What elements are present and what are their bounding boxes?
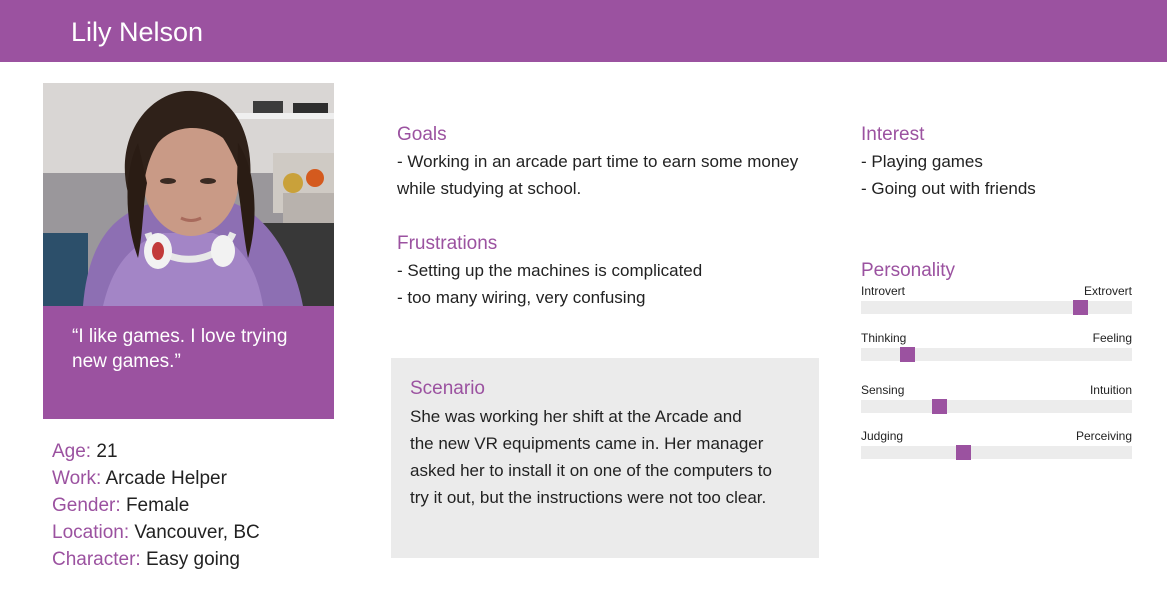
trait-slider-track xyxy=(861,400,1132,413)
interest-title: Interest xyxy=(861,124,925,145)
trait-left-label: Judging xyxy=(861,429,904,443)
fact-label: Gender: xyxy=(52,495,121,516)
header-bar xyxy=(0,0,1167,62)
trait-slider-marker xyxy=(1073,300,1088,315)
scenario-line: asked her to install it on one of the computers to xyxy=(410,461,772,480)
fact-character xyxy=(52,546,260,573)
frustrations-title: Frustrations xyxy=(397,233,498,254)
frustration-item: - Setting up the machines is complicated xyxy=(397,261,703,280)
scenario-title: Scenario xyxy=(410,378,485,399)
interest-item: - Going out with friends xyxy=(861,179,1036,198)
trait-left-label: Introvert xyxy=(861,284,906,298)
fact-value: Female xyxy=(125,495,190,516)
trait-right-label: Intuition xyxy=(1089,383,1132,397)
personality-title: Personality xyxy=(861,260,955,281)
fact-label: Location: xyxy=(52,522,130,543)
trait-slider-marker xyxy=(900,347,915,362)
trait-judging-perceiving xyxy=(861,429,1132,461)
trait-right-label: Feeling xyxy=(1092,331,1132,345)
fact-value: Easy going xyxy=(145,549,240,570)
fact-age xyxy=(52,438,260,465)
trait-thinking-feeling xyxy=(861,331,1132,363)
trait-sensing-intuition xyxy=(861,383,1132,415)
fact-work xyxy=(52,465,260,492)
persona-photo xyxy=(43,83,334,306)
scenario-line: She was working her shift at the Arcade and xyxy=(410,407,742,426)
trait-slider-track xyxy=(861,348,1132,361)
trait-right-label: Extrovert xyxy=(1083,284,1132,298)
fact-label: Age: xyxy=(52,441,92,462)
interest-item: - Playing games xyxy=(861,152,983,171)
persona-quote: “I like games. I love trying new games.” xyxy=(72,326,288,372)
scenario-panel xyxy=(391,358,819,558)
fact-label: Work: xyxy=(52,468,102,489)
trait-slider-track xyxy=(861,301,1132,314)
trait-left-label: Sensing xyxy=(861,383,905,397)
fact-value: Arcade Helper xyxy=(105,468,227,489)
trait-right-label: Perceiving xyxy=(1075,429,1132,443)
trait-introvert-extrovert xyxy=(861,284,1132,316)
scenario-line: try it out, but the instructions were not too clear. xyxy=(410,488,767,507)
frustrations-section xyxy=(397,230,702,311)
trait-slider-track xyxy=(861,446,1132,459)
personality-section xyxy=(861,257,1132,467)
fact-value: 21 xyxy=(96,441,118,462)
trait-left-label: Thinking xyxy=(861,331,907,345)
persona-photo-illustration xyxy=(43,83,334,306)
interest-section xyxy=(861,121,1036,202)
fact-value: Vancouver, BC xyxy=(134,522,260,543)
persona-facts xyxy=(52,438,260,573)
quote-box xyxy=(43,306,334,419)
goals-title: Goals xyxy=(397,124,447,145)
persona-name: Lily Nelson xyxy=(71,17,204,47)
fact-gender xyxy=(52,492,260,519)
fact-location xyxy=(52,519,260,546)
goals-section xyxy=(397,121,827,202)
trait-slider-marker xyxy=(956,445,971,460)
frustration-item: - too many wiring, very confusing xyxy=(397,288,646,307)
scenario-line: the new VR equipments came in. Her manager xyxy=(410,434,764,453)
fact-label: Character: xyxy=(52,549,141,570)
goals-text: - Working in an arcade part time to earn some money while studying at school. xyxy=(397,152,799,198)
trait-slider-marker xyxy=(932,399,947,414)
